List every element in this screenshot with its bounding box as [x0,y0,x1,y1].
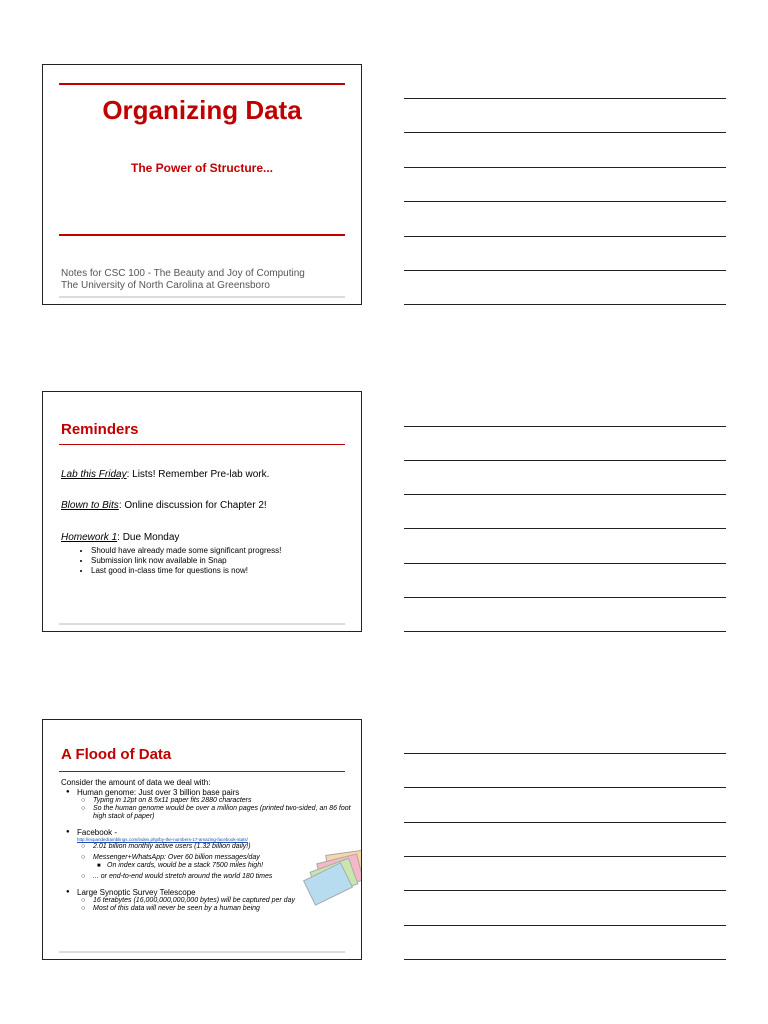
note-line [404,631,726,632]
homework-bullets [79,546,281,576]
footer-line: Notes for CSC 100 - The Beauty and Joy of Computing [61,268,305,279]
slide-title: Reminders [61,421,139,438]
note-line [404,304,726,305]
list-item: ● Human genome: Just over 3 billion base pairs [61,788,353,797]
footer-line: The University of North Carolina at Greensboro [61,280,270,291]
slide-3 [42,719,362,960]
list-item: ○ Most of this data will never be seen by a human being [61,905,353,913]
list-item: ○ Messenger+WhatsApp: Over 60 billion messages/day [61,854,353,862]
note-line [404,890,726,891]
slide-title: A Flood of Data [61,746,172,763]
facebook-stats-link[interactable]: http://expandedramblings.com/index.php/by-the-numbers-17-amazing-facebook-stats/ [77,837,248,842]
title-bottom-rule [59,234,345,236]
note-line [404,959,726,960]
note-line [404,753,726,754]
reminder-line [61,500,267,511]
list-item: ○ 16 terabytes (16,000,000,000,000 bytes) will be captured per day [61,897,353,905]
notes-area [404,0,726,1024]
note-line [404,925,726,926]
reminder-label: Blown to Bits [61,500,119,511]
reminder-line [61,532,179,543]
list-item: • Last good in-class time for questions is now! [91,566,281,576]
reminder-text: : Online discussion for Chapter 2! [118,500,267,511]
reminder-line [61,469,269,480]
index-cards-image [305,852,362,898]
note-line [404,563,726,564]
slide-1 [42,64,362,305]
note-line [404,426,726,427]
title-rule [59,771,345,772]
reminder-label: Lab this Friday [61,469,127,480]
slide-footer [61,268,305,292]
list-item: ● Large Synoptic Survey Telescope [61,888,353,897]
slide-subtitle: The Power of Structure... [130,161,274,175]
list-item: ■ On index cards, would be a stack 7500 miles high! [61,862,353,870]
list-item: ○ Typing in 12pt on 8.5x11 paper fits 2880 characters [61,797,353,805]
note-line [404,597,726,598]
note-line [404,856,726,857]
reminder-text: : Due Monday [117,532,180,543]
slide-title: Organizing Data [102,95,302,125]
note-line [404,822,726,823]
reminder-label: Homework 1 [61,532,118,543]
note-line [404,201,726,202]
note-line [404,98,726,99]
note-line [404,494,726,495]
note-line [404,132,726,133]
slide-bottom-rule [59,951,345,953]
list-item: • Submission link now available in Snap [91,556,281,566]
reminder-text: : Lists! Remember Pre-lab work. [126,469,270,480]
note-line [404,787,726,788]
note-line [404,167,726,168]
title-top-rule [59,83,345,85]
note-line [404,270,726,271]
list-item: ● Facebook - [61,828,353,837]
slide-2 [42,391,362,632]
title-rule [59,444,345,445]
note-line [404,528,726,529]
intro-text: Consider the amount of data we deal with: [61,778,211,787]
note-line [404,460,726,461]
list-item: • Should have already made some significant progress! [91,546,281,556]
slide-bottom-rule [59,623,345,625]
list-item: ○ 2.01 billion monthly active users (1.32 billion daily!) [61,843,353,851]
slide-bottom-rule [59,296,345,298]
note-line [404,236,726,237]
list-item: ○ So the human genome would be over a million pages (printed two-sided, an 86 foot high stack of paper) [61,805,353,821]
list-item: ○ ... or end-to-end would stretch around the world 180 times [61,873,353,881]
